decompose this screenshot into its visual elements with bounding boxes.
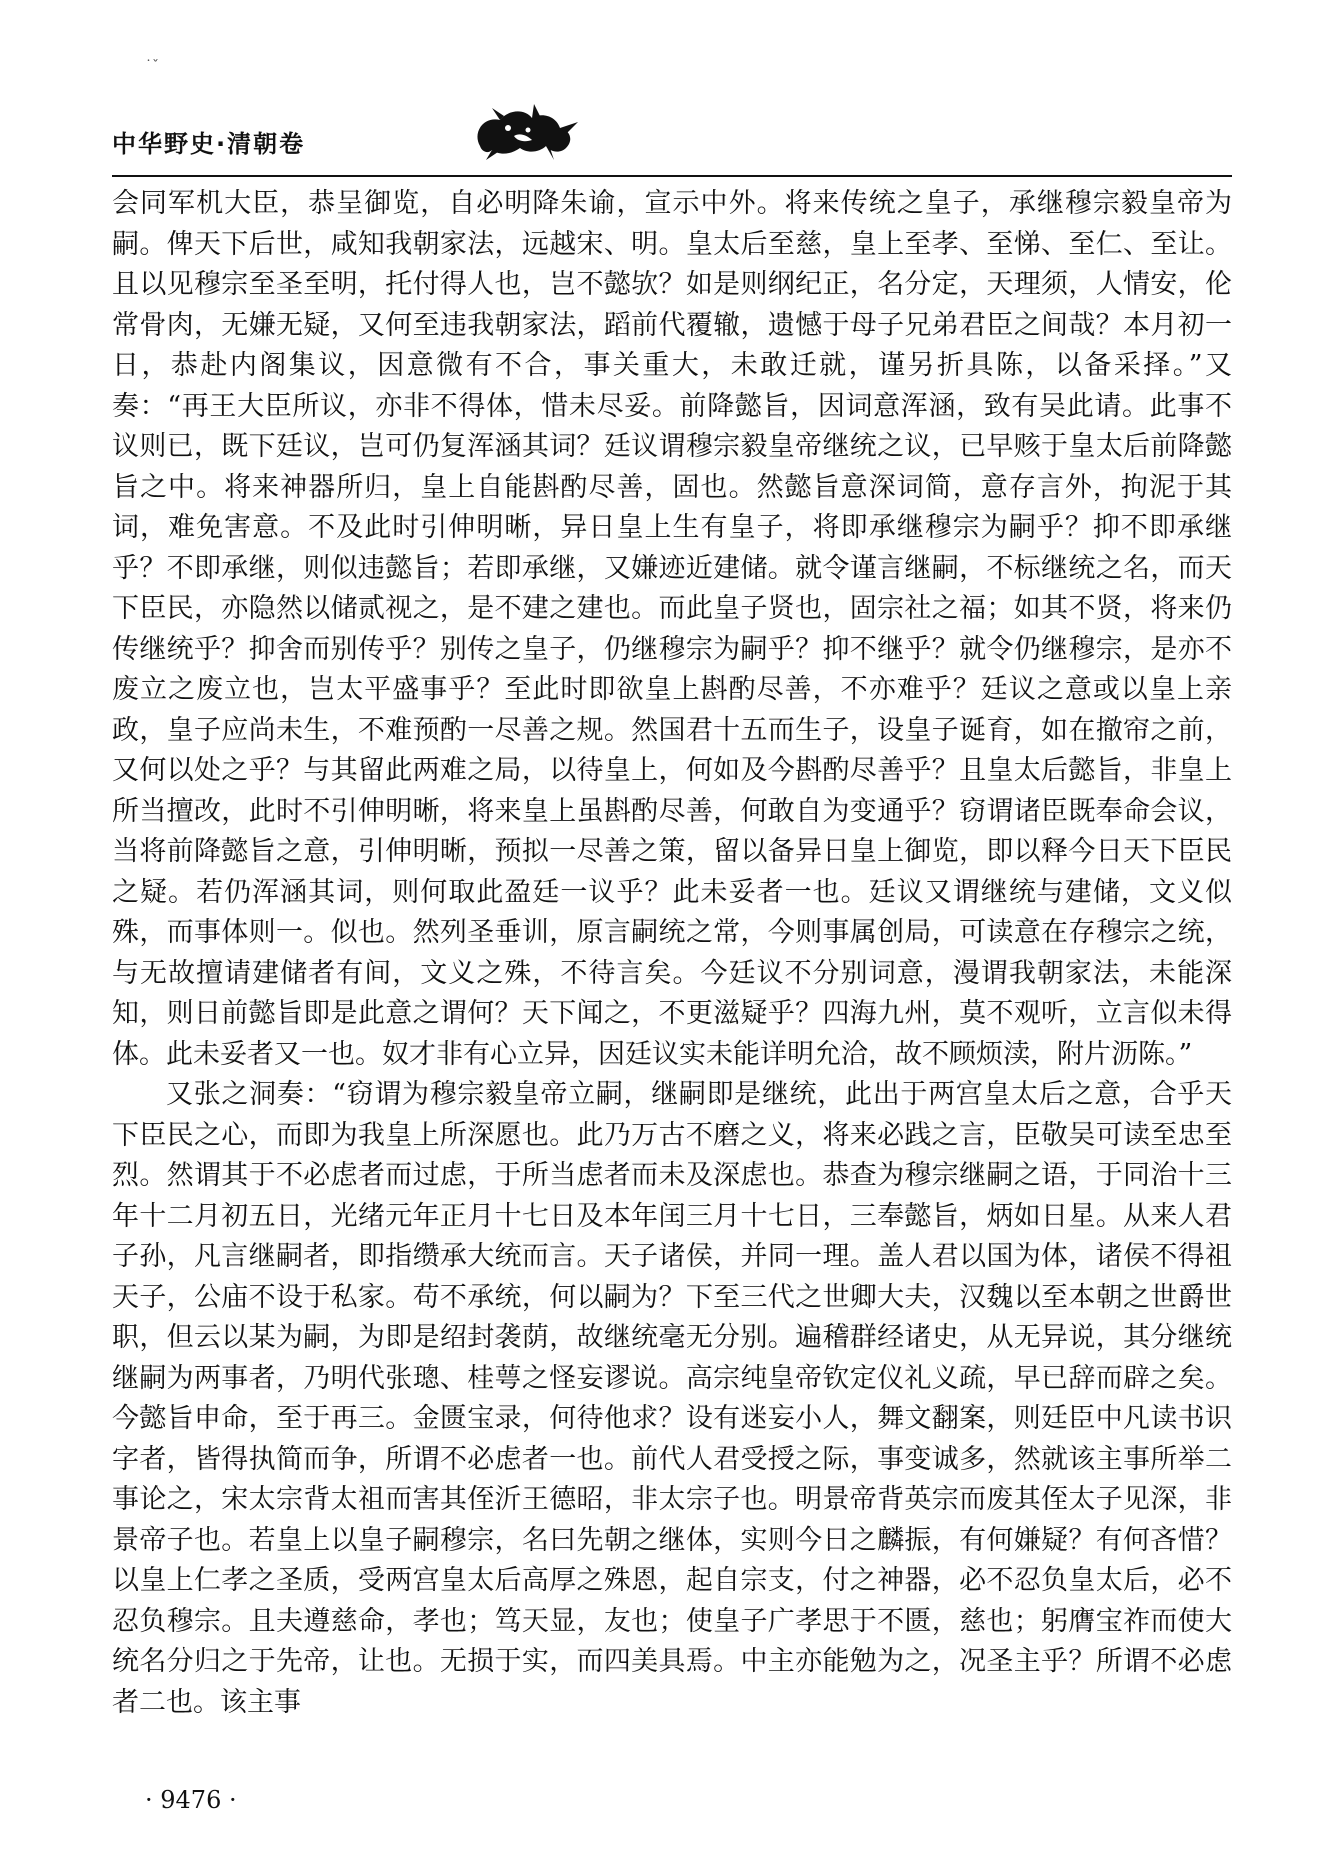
page-header [112,116,1232,176]
header-rule [112,175,1232,177]
page-number: · 9476 · [145,1786,237,1814]
dragon-icon [462,102,582,162]
body-text [112,184,1232,1723]
paragraph: 会同军机大臣，恭呈御览，自必明降朱谕，宣示中外。将来传统之皇子，承继穆宗毅皇帝为嗣。俾天下后世，咸知我朝家法，远越宋、明。皇太后至慈，皇上至孝、至悌、至仁、至让。且以见穆宗至圣至明，托付得人也，岂不懿欤？如是则纲纪正，名分定，天理须，人情安，伦常骨肉，无嫌无疑，又何至违我朝家法，蹈前代覆辙，遗憾于母子兄弟君臣之间哉？本月初一日，恭赴内阁集议，因意微有不合，事关重大，未敢迁就，谨另折具陈，以备采择。”又奏：“再王大臣所议，亦非不得体，惜未尽妥。前降懿旨，因词意浑涵，致有吴此请。此事不议则已，既下廷议，岂可仍复浑涵其词？廷议谓穆宗毅皇帝继统之议，已早赅于皇太后前降懿旨之中。将来神器所归，皇上自能斟酌尽善，固也。然懿旨意深词简，意存言外，拘泥于其词，难免害意。不及此时引伸明晰，异日皇上生有皇子，将即承继穆宗为嗣乎？抑不即承继乎？不即承继，则似违懿旨；若即承继，又嫌迹近建储。就令谨言继嗣，不标继统之名，而天下臣民，亦隐然以储贰视之，是不建之建也。而此皇子贤也，固宗社之福；如其不贤，将来仍传继统乎？抑舍而别传乎？别传之皇子，仍继穆宗为嗣乎？抑不继乎？就令仍继穆宗，是亦不废立之废立也，岂太平盛事乎？至此时即欲皇上斟酌尽善，不亦难乎？廷议之意或以皇上亲政，皇子应尚未生，不难预酌一尽善之规。然国君十五而生子，设皇子诞育，如在撤帘之前，又何以处之乎？与其留此两难之局，以待皇上，何如及今斟酌尽善乎？且皇太后懿旨，非皇上所当擅改，此时不引伸明晰，将来皇上虽斟酌尽善，何敢自为变通乎？窃谓诸臣既奉命会议，当将前降懿旨之意，引伸明晰，预拟一尽善之策，留以备异日皇上御览，即以释今日天下臣民之疑。若仍浑涵其词，则何取此盈廷一议乎？此未妥者一也。廷议又谓继统与建储，文义似殊，而事体则一。似也。然列圣垂训，原言嗣统之常，今则事属创局，可读意在存穆宗之统，与无故擅请建储者有间，文义之殊，不待言矣。今廷议不分别词意，漫谓我朝家法，未能深知，则日前懿旨即是此意之谓何？天下闻之，不更滋疑乎？四海九州，莫不观听，立言似未得体。此未妥者又一也。奴才非有心立异，因廷议实未能详明允洽，故不顾烦渎，附片沥陈。” [112,188,1232,1070]
book-title: 中华野史·清朝卷 [112,130,306,158]
scan-speck: ˙ˇ [145,58,159,74]
paragraph: 又张之洞奏：“窃谓为穆宗毅皇帝立嗣，继嗣即是继统，此出于两宫皇太后之意，合乎天下臣民之心，而即为我皇上所深愿也。此乃万古不磨之义，将来必践之言，臣敬吴可读至忠至烈。然谓其于不必虑者而过虑，于所当虑者而未及深虑也。恭查为穆宗继嗣之语，于同治十三年十二月初五日，光绪元年正月十七日及本年闰三月十七日，三奉懿旨，炳如日星。从来人君子孙，凡言继嗣者，即指缵承大统而言。天子诸侯，并同一理。盖人君以国为体，诸侯不得祖天子，公庙不设于私家。苟不承统，何以嗣为？下至三代之世卿大夫，汉魏以至本朝之世爵世职，但云以某为嗣，为即是绍封袭荫，故继统毫无分别。遍稽群经诸史，从无异说，其分继统继嗣为两事者，乃明代张璁、桂萼之怪妄谬说。高宗纯皇帝钦定仪礼义疏，早已辞而辟之矣。今懿旨申命，至于再三。金匮宝录，何待他求？设有迷妄小人，舞文翻案，则廷臣中凡读书识字者，皆得执简而争，所谓不必虑者一也。前代人君受授之际，事变诚多，然就该主事所举二事论之，宋太宗背太祖而害其侄沂王德昭，非太宗子也。明景帝背英宗而废其侄太子见深，非景帝子也。若皇上以皇子嗣穆宗，名曰先朝之继体，实则今日之麟振，有何嫌疑？有何吝惜？以皇上仁孝之圣质，受两宫皇太后高厚之殊恩，起自宗支，付之神器，必不忍负皇太后，必不忍负穆宗。且夫遵慈命，孝也；笃天显，友也；使皇子广孝思于不匮，慈也；躬膺宝祚而使大统名分归之于先帝，让也。无损于实，而四美具焉。中主亦能勉为之，况圣主乎？所谓不必虑者二也。该主事 [112,1079,1232,1718]
